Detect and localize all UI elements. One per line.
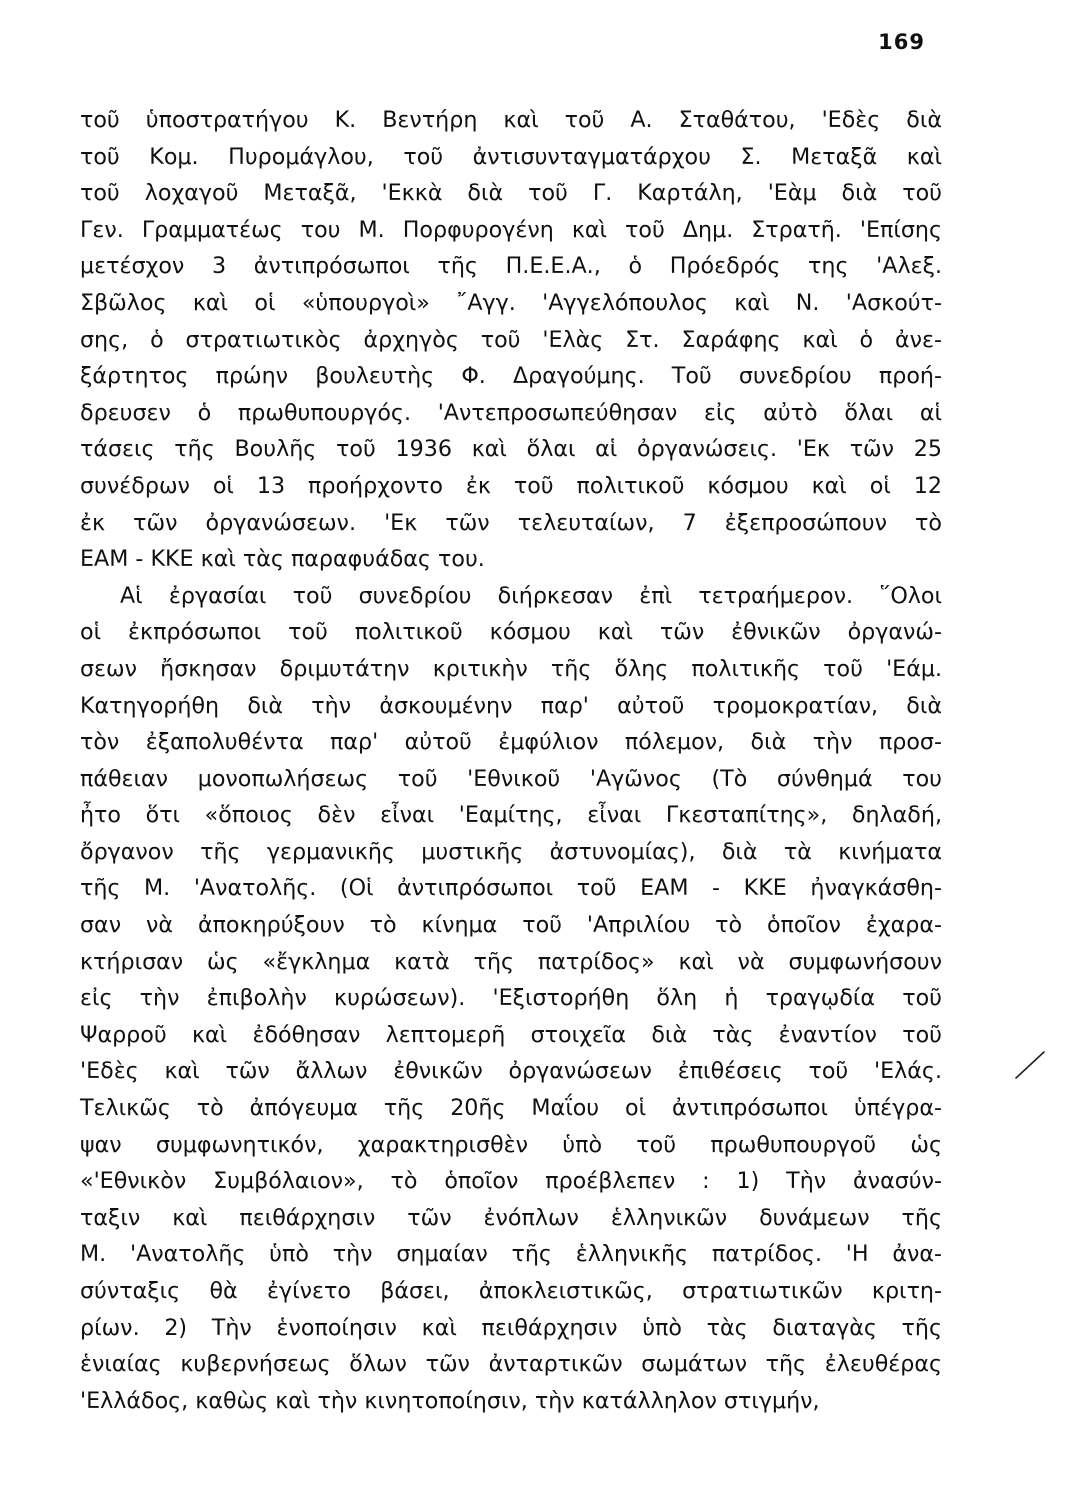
text-line: ρίων. 2) Τὴν ἑνοποίησιν καὶ πειθάρχησιν ὑπὸ τὰς διαταγὰς τῆς: [80, 1314, 942, 1341]
text-line: δρευσεν ὁ πρωθυπουργός. 'Αντεπροσωπεύθησαν εἰς αὐτὸ ὅλαι αἱ: [80, 399, 942, 426]
text-line: ἦτο ὅτι «ὅποιος δὲν εἶναι 'Εαμίτης, εἶναι Γκεσταπίτης», δηλαδή,: [80, 802, 942, 829]
text-line: ΕΑΜ - ΚΚΕ καὶ τὰς παραφυάδας του.: [80, 546, 485, 573]
text-line: ξάρτητος πρώην βουλευτὴς Φ. Δραγούμης. Τοῦ συνεδρίου προή-: [80, 363, 942, 390]
text-line: ψαν συμφωνητικόν, χαρακτηρισθὲν ὑπὸ τοῦ πρωθυπουργοῦ ὡς: [80, 1131, 942, 1158]
text-line: τὸν ἐξαπολυθέντα παρ' αὐτοῦ ἐμφύλιον πόλεμον, διὰ τὴν προσ-: [80, 729, 942, 756]
text-line: ταξιν καὶ πειθάρχησιν τῶν ἐνόπλων ἑλληνικῶν δυνάμεων τῆς: [80, 1204, 942, 1231]
text-line: ἐκ τῶν ὀργανώσεων. 'Εκ τῶν τελευταίων, 7 ἐξεπροσώπουν τὸ: [80, 509, 942, 536]
text-line: Σβῶλος καὶ οἱ «ὑπουργοὶ» ῎Αγγ. 'Αγγελόπουλος καὶ Ν. 'Ασκούτ-: [80, 289, 942, 316]
text-line: Τελικῶς τὸ ἀπόγευμα τῆς 20ῆς Μαΐου οἱ ἀντιπρόσωποι ὑπέγρα-: [80, 1095, 942, 1122]
paragraph-start-line: Αἱ ἐργασίαι τοῦ συνεδρίου διήρκεσαν ἐπὶ τετραήμερον. ῞Ολοι: [120, 582, 942, 609]
text-line: Μ. 'Ανατολῆς ὑπὸ τὴν σημαίαν τῆς ἑλληνικῆς πατρίδος. 'Η ἀνα-: [80, 1241, 942, 1268]
text-line: Γεν. Γραμματέως του Μ. Πορφυρογένη καὶ τοῦ Δημ. Στρατῆ. 'Επίσης: [80, 216, 942, 243]
text-line: 'Εδὲς καὶ τῶν ἄλλων ἐθνικῶν ὀργανώσεων ἐπιθέσεις τοῦ 'Ελάς.: [80, 1058, 942, 1085]
text-line: οἱ ἐκπρόσωποι τοῦ πολιτικοῦ κόσμου καὶ τῶν ἐθνικῶν ὀργανώ-: [80, 619, 942, 646]
text-line: Ψαρροῦ καὶ ἐδόθησαν λεπτομερῆ στοιχεῖα διὰ τὰς ἐναντίον τοῦ: [80, 1021, 942, 1048]
text-line: Κατηγορήθη διὰ τὴν ἀσκουμένην παρ' αὐτοῦ τρομοκρατίαν, διὰ: [80, 692, 942, 719]
text-line: σεων ἤσκησαν δριμυτάτην κριτικὴν τῆς ὅλης πολιτικῆς τοῦ 'Εάμ.: [80, 655, 942, 682]
page-number: 169: [878, 30, 925, 54]
text-line: τοῦ Κομ. Πυρομάγλου, τοῦ ἀντισυνταγματάρχου Σ. Μεταξᾶ καὶ: [80, 143, 942, 170]
body-text: [80, 102, 942, 1419]
text-line: μετέσχον 3 ἀντιπρόσωποι τῆς Π.Ε.Ε.Α., ὁ Πρόεδρός της 'Αλεξ.: [80, 253, 942, 280]
text-line: πάθειαν μονοπωλήσεως τοῦ 'Εθνικοῦ 'Αγῶνος (Τὸ σύνθημά του: [80, 765, 942, 792]
text-line: σύνταξις θὰ ἐγίνετο βάσει, ἀποκλειστικῶς, στρατιωτικῶν κριτη-: [80, 1278, 942, 1304]
text-line: ὄργανον τῆς γερμανικῆς μυστικῆς ἀστυνομίας), διὰ τὰ κινήματα: [80, 838, 942, 865]
text-line: τῆς Μ. 'Ανατολῆς. (Οἱ ἀντιπρόσωποι τοῦ ΕΑΜ - ΚΚΕ ἠναγκάσθη-: [80, 875, 942, 902]
text-line: τοῦ λοχαγοῦ Μεταξᾶ, 'Εκκὰ διὰ τοῦ Γ. Καρτάλη, 'Εὰμ διὰ τοῦ: [80, 180, 942, 207]
text-line: κτήρισαν ὡς «ἔγκλημα κατὰ τῆς πατρίδος» καὶ νὰ συμφωνήσουν: [80, 948, 942, 975]
text-line: σαν νὰ ἀποκηρύξουν τὸ κίνημα τοῦ 'Απριλίου τὸ ὁποῖον ἐχαρα-: [80, 912, 942, 939]
margin-pencil-mark: [1012, 1050, 1048, 1080]
text-line: τοῦ ὑποστρατήγου Κ. Βεντήρη καὶ τοῦ Α. Σταθάτου, 'Εδὲς διὰ: [80, 107, 942, 133]
text-line: ἑνιαίας κυβερνήσεως ὅλων τῶν ἀνταρτικῶν σωμάτων τῆς ἐλευθέρας: [80, 1351, 942, 1378]
text-line: συνέδρων οἱ 13 προήρχοντο ἐκ τοῦ πολιτικοῦ κόσμου καὶ οἱ 12: [80, 472, 942, 499]
text-line: σης, ὁ στρατιωτικὸς ἀρχηγὸς τοῦ 'Ελὰς Στ. Σαράφης καὶ ὁ ἀνε-: [80, 326, 942, 353]
text-line: 'Ελλάδος, καθὼς καὶ τὴν κινητοποίησιν, τὴν κατάλληλον στιγμήν,: [80, 1387, 820, 1414]
text-line: «'Εθνικὸν Συμβόλαιον», τὸ ὁποῖον προέβλεπεν : 1) Τὴν ἀνασύν-: [80, 1168, 942, 1195]
text-line: τάσεις τῆς Βουλῆς τοῦ 1936 καὶ ὅλαι αἱ ὀργανώσεις. 'Εκ τῶν 25: [80, 436, 942, 463]
text-line: εἰς τὴν ἐπιβολὴν κυρώσεων). 'Εξιστορήθη ὅλη ἡ τραγῳδία τοῦ: [80, 985, 942, 1012]
